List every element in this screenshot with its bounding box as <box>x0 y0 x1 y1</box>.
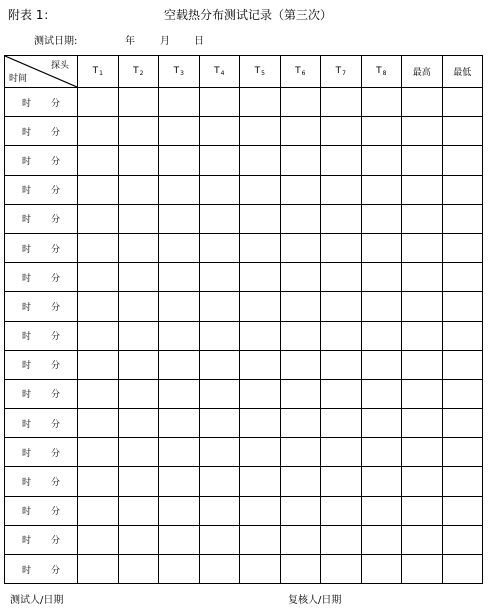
reading-cell[interactable] <box>199 555 240 584</box>
reading-cell[interactable] <box>240 525 281 554</box>
reading-cell[interactable] <box>280 263 321 292</box>
hour-label: 时 <box>21 156 31 167</box>
reading-cell[interactable] <box>361 321 402 350</box>
reading-cell[interactable] <box>78 496 119 525</box>
reading-cell[interactable] <box>321 496 362 525</box>
reading-cell[interactable] <box>361 409 402 438</box>
reading-cell[interactable] <box>118 204 159 233</box>
probe-header-t6 <box>280 56 321 88</box>
hour-label: 时 <box>21 98 31 109</box>
probe-letter: T <box>133 66 139 76</box>
reading-cell[interactable] <box>280 88 321 117</box>
time-cell[interactable] <box>5 438 78 467</box>
time-cell[interactable] <box>5 555 78 584</box>
reading-cell[interactable] <box>361 146 402 175</box>
probe-index: 2 <box>139 70 144 77</box>
reading-cell[interactable] <box>402 496 443 525</box>
reading-cell[interactable] <box>118 467 159 496</box>
reading-cell[interactable] <box>199 204 240 233</box>
minute-label: 分 <box>51 186 61 197</box>
minute-label: 分 <box>51 419 61 430</box>
probe-letter: T <box>92 66 99 76</box>
minute-label: 分 <box>51 478 61 489</box>
reading-cell[interactable] <box>361 467 402 496</box>
probe-header-t2 <box>118 56 159 88</box>
reading-cell[interactable] <box>402 263 443 292</box>
reading-cell[interactable] <box>442 525 483 554</box>
reading-cell[interactable] <box>442 379 483 408</box>
reading-cell[interactable] <box>321 321 362 350</box>
reading-cell[interactable] <box>118 263 159 292</box>
probe-index: 4 <box>220 70 225 77</box>
header-row <box>5 56 483 88</box>
reading-cell[interactable] <box>199 321 240 350</box>
hour-label: 时 <box>21 507 31 518</box>
hour-label: 时 <box>21 390 31 401</box>
reading-cell[interactable] <box>199 88 240 117</box>
table-row <box>5 467 483 496</box>
probe-index: 6 <box>301 70 306 77</box>
reading-cell[interactable] <box>159 409 200 438</box>
probe-index: 8 <box>382 70 387 77</box>
month-label: 月 <box>160 36 170 47</box>
reading-cell[interactable] <box>159 321 200 350</box>
time-cell[interactable] <box>5 117 78 146</box>
reading-cell[interactable] <box>159 175 200 204</box>
reading-cell[interactable] <box>442 117 483 146</box>
reading-cell[interactable] <box>321 379 362 408</box>
reading-cell[interactable] <box>240 321 281 350</box>
reading-cell[interactable] <box>442 350 483 379</box>
reading-cell[interactable] <box>402 117 443 146</box>
reading-cell[interactable] <box>280 350 321 379</box>
reading-cell[interactable] <box>321 409 362 438</box>
reading-cell[interactable] <box>199 525 240 554</box>
hour-label: 时 <box>21 565 31 576</box>
reading-cell[interactable] <box>442 146 483 175</box>
reading-cell[interactable] <box>280 555 321 584</box>
min-header: 最低 <box>442 56 483 88</box>
reading-cell[interactable] <box>240 117 281 146</box>
reading-cell[interactable] <box>159 496 200 525</box>
reading-cell[interactable] <box>361 88 402 117</box>
reading-cell[interactable] <box>159 233 200 262</box>
reading-cell[interactable] <box>402 233 443 262</box>
probe-header-label: 探头 <box>50 61 69 71</box>
reading-cell[interactable] <box>442 467 483 496</box>
reading-cell[interactable] <box>402 525 443 554</box>
table-row <box>5 233 483 262</box>
minute-label: 分 <box>51 361 61 372</box>
reading-cell[interactable] <box>199 350 240 379</box>
time-cell[interactable] <box>5 379 78 408</box>
reading-cell[interactable] <box>240 88 281 117</box>
reading-cell[interactable] <box>442 496 483 525</box>
hour-label: 时 <box>21 186 31 197</box>
time-cell[interactable] <box>5 409 78 438</box>
reading-cell[interactable] <box>321 88 362 117</box>
reading-cell[interactable] <box>78 175 119 204</box>
reading-cell[interactable] <box>402 88 443 117</box>
reading-cell[interactable] <box>361 525 402 554</box>
probe-header-t8 <box>361 56 402 88</box>
minute-label: 分 <box>51 156 61 167</box>
reading-cell[interactable] <box>199 233 240 262</box>
probe-letter: T <box>376 66 382 76</box>
table-row <box>5 175 483 204</box>
reading-cell[interactable] <box>402 467 443 496</box>
reading-cell[interactable] <box>240 146 281 175</box>
time-header-label: 时间 <box>9 74 28 84</box>
test-date-line <box>34 32 334 46</box>
time-cell[interactable] <box>5 292 78 321</box>
year-label: 年 <box>125 36 135 47</box>
record-body <box>5 88 483 584</box>
reading-cell[interactable] <box>442 263 483 292</box>
reading-cell[interactable] <box>78 204 119 233</box>
reading-cell[interactable] <box>442 438 483 467</box>
probe-index: 3 <box>180 70 184 77</box>
reading-cell[interactable] <box>118 146 159 175</box>
reading-cell[interactable] <box>159 117 200 146</box>
hour-label: 时 <box>21 419 31 430</box>
reading-cell[interactable] <box>199 175 240 204</box>
reading-cell[interactable] <box>321 204 362 233</box>
time-cell[interactable] <box>5 146 78 175</box>
reading-cell[interactable] <box>321 233 362 262</box>
reading-cell[interactable] <box>280 438 321 467</box>
reading-cell[interactable] <box>321 175 362 204</box>
reading-cell[interactable] <box>442 175 483 204</box>
reading-cell[interactable] <box>402 204 443 233</box>
table-row <box>5 292 483 321</box>
reading-cell[interactable] <box>118 555 159 584</box>
table-row <box>5 496 483 525</box>
reading-cell[interactable] <box>361 263 402 292</box>
reading-cell[interactable] <box>280 233 321 262</box>
reading-cell[interactable] <box>240 263 281 292</box>
max-header: 最高 <box>402 56 443 88</box>
probe-letter: T <box>254 66 261 76</box>
reading-cell[interactable] <box>78 292 119 321</box>
table-row <box>5 525 483 554</box>
reading-cell[interactable] <box>78 117 119 146</box>
time-cell[interactable] <box>5 496 78 525</box>
reading-cell[interactable] <box>159 263 200 292</box>
reading-cell[interactable] <box>321 438 362 467</box>
corner-header-cell <box>5 56 78 88</box>
reading-cell[interactable] <box>402 350 443 379</box>
time-cell[interactable] <box>5 467 78 496</box>
probe-letter: T <box>214 66 220 76</box>
reading-cell[interactable] <box>442 555 483 584</box>
reading-cell[interactable] <box>321 525 362 554</box>
probe-letter: T <box>335 66 342 76</box>
reading-cell[interactable] <box>199 292 240 321</box>
table-row <box>5 555 483 584</box>
hour-label: 时 <box>21 448 31 459</box>
reading-cell[interactable] <box>78 525 119 554</box>
hour-label: 时 <box>21 215 31 226</box>
reading-cell[interactable] <box>159 438 200 467</box>
reading-cell[interactable] <box>402 555 443 584</box>
heat-distribution-table <box>4 55 483 584</box>
reading-cell[interactable] <box>118 321 159 350</box>
reading-cell[interactable] <box>199 263 240 292</box>
reading-cell[interactable] <box>199 117 240 146</box>
reading-cell[interactable] <box>402 175 443 204</box>
probe-letter: T <box>173 66 180 76</box>
reading-cell[interactable] <box>280 321 321 350</box>
reading-cell[interactable] <box>442 321 483 350</box>
reading-cell[interactable] <box>118 525 159 554</box>
reading-cell[interactable] <box>199 467 240 496</box>
reading-cell[interactable] <box>280 409 321 438</box>
appendix-label: 附表 1： <box>8 8 56 22</box>
table-row <box>5 350 483 379</box>
reviewer-signature-label: 复核人/日期 <box>288 595 342 606</box>
reading-cell[interactable] <box>240 233 281 262</box>
reading-cell[interactable] <box>199 379 240 408</box>
reading-cell[interactable] <box>159 350 200 379</box>
reading-cell[interactable] <box>442 233 483 262</box>
probe-header-t4 <box>199 56 240 88</box>
reading-cell[interactable] <box>280 525 321 554</box>
day-label: 日 <box>194 36 204 47</box>
table-row <box>5 88 483 117</box>
reading-cell[interactable] <box>78 146 119 175</box>
reading-cell[interactable] <box>118 350 159 379</box>
reading-cell[interactable] <box>78 350 119 379</box>
reading-cell[interactable] <box>118 496 159 525</box>
reading-cell[interactable] <box>442 204 483 233</box>
time-cell[interactable] <box>5 321 78 350</box>
reading-cell[interactable] <box>280 379 321 408</box>
hour-label: 时 <box>21 302 31 313</box>
hour-label: 时 <box>21 127 31 138</box>
reading-cell[interactable] <box>361 350 402 379</box>
reading-cell[interactable] <box>361 379 402 408</box>
reading-cell[interactable] <box>240 496 281 525</box>
probe-header-t3 <box>159 56 200 88</box>
reading-cell[interactable] <box>118 175 159 204</box>
reading-cell[interactable] <box>199 438 240 467</box>
hour-label: 时 <box>21 478 31 489</box>
reading-cell[interactable] <box>118 409 159 438</box>
reading-cell[interactable] <box>442 292 483 321</box>
reading-cell[interactable] <box>280 467 321 496</box>
time-cell[interactable] <box>5 233 78 262</box>
reading-cell[interactable] <box>199 409 240 438</box>
time-cell[interactable] <box>5 350 78 379</box>
reading-cell[interactable] <box>361 496 402 525</box>
reading-cell[interactable] <box>118 88 159 117</box>
table-row <box>5 117 483 146</box>
reading-cell[interactable] <box>78 379 119 408</box>
minute-label: 分 <box>51 98 61 109</box>
reading-cell[interactable] <box>361 204 402 233</box>
reading-cell[interactable] <box>78 409 119 438</box>
probe-header-t5 <box>240 56 281 88</box>
reading-cell[interactable] <box>118 379 159 408</box>
reading-cell[interactable] <box>361 292 402 321</box>
reading-cell[interactable] <box>199 146 240 175</box>
time-cell[interactable] <box>5 263 78 292</box>
reading-cell[interactable] <box>280 175 321 204</box>
reading-cell[interactable] <box>240 409 281 438</box>
reading-cell[interactable] <box>280 204 321 233</box>
reading-cell[interactable] <box>402 321 443 350</box>
reading-cell[interactable] <box>321 350 362 379</box>
reading-cell[interactable] <box>240 467 281 496</box>
reading-cell[interactable] <box>240 350 281 379</box>
time-cell[interactable] <box>5 175 78 204</box>
reading-cell[interactable] <box>78 438 119 467</box>
minute-label: 分 <box>51 127 61 138</box>
reading-cell[interactable] <box>361 438 402 467</box>
reading-cell[interactable] <box>321 146 362 175</box>
reading-cell[interactable] <box>78 88 119 117</box>
reading-cell[interactable] <box>240 175 281 204</box>
table-row <box>5 204 483 233</box>
reading-cell[interactable] <box>402 409 443 438</box>
minute-label: 分 <box>51 536 61 547</box>
time-cell[interactable] <box>5 525 78 554</box>
hour-label: 时 <box>21 536 31 547</box>
reading-cell[interactable] <box>199 496 240 525</box>
minute-label: 分 <box>51 244 61 255</box>
reading-cell[interactable] <box>280 292 321 321</box>
reading-cell[interactable] <box>78 467 119 496</box>
reading-cell[interactable] <box>321 117 362 146</box>
reading-cell[interactable] <box>159 525 200 554</box>
reading-cell[interactable] <box>361 175 402 204</box>
reading-cell[interactable] <box>240 292 281 321</box>
reading-cell[interactable] <box>280 117 321 146</box>
reading-cell[interactable] <box>118 292 159 321</box>
time-cell[interactable] <box>5 88 78 117</box>
reading-cell[interactable] <box>159 555 200 584</box>
reading-cell[interactable] <box>361 233 402 262</box>
reading-cell[interactable] <box>159 467 200 496</box>
reading-cell[interactable] <box>402 379 443 408</box>
reading-cell[interactable] <box>402 146 443 175</box>
table-row <box>5 321 483 350</box>
minute-label: 分 <box>51 302 61 313</box>
minute-label: 分 <box>51 332 61 343</box>
minute-label: 分 <box>51 390 61 401</box>
reading-cell[interactable] <box>321 555 362 584</box>
tester-signature-label: 测试人/日期 <box>10 595 64 606</box>
reading-cell[interactable] <box>159 88 200 117</box>
reading-cell[interactable] <box>442 409 483 438</box>
reading-cell[interactable] <box>402 438 443 467</box>
reading-cell[interactable] <box>321 292 362 321</box>
probe-header-t1 <box>78 56 119 88</box>
reading-cell[interactable] <box>118 117 159 146</box>
probe-index: 7 <box>342 70 346 77</box>
reading-cell[interactable] <box>280 146 321 175</box>
reading-cell[interactable] <box>321 467 362 496</box>
reading-cell[interactable] <box>402 292 443 321</box>
reading-cell[interactable] <box>78 555 119 584</box>
minute-label: 分 <box>51 448 61 459</box>
minute-label: 分 <box>51 507 61 518</box>
table-row <box>5 438 483 467</box>
reading-cell[interactable] <box>361 555 402 584</box>
hour-label: 时 <box>21 332 31 343</box>
reading-cell[interactable] <box>361 117 402 146</box>
document-title: 空载热分布测试记录（第三次） <box>163 8 332 22</box>
reading-cell[interactable] <box>78 263 119 292</box>
table-row <box>5 409 483 438</box>
reading-cell[interactable] <box>280 496 321 525</box>
reading-cell[interactable] <box>240 555 281 584</box>
reading-cell[interactable] <box>159 292 200 321</box>
table-row <box>5 379 483 408</box>
table-row <box>5 146 483 175</box>
minute-label: 分 <box>51 215 61 226</box>
reading-cell[interactable] <box>159 379 200 408</box>
minute-label: 分 <box>51 273 61 284</box>
reading-cell[interactable] <box>159 146 200 175</box>
probe-index: 1 <box>99 70 103 77</box>
probe-index: 5 <box>261 70 265 77</box>
time-cell[interactable] <box>5 204 78 233</box>
reading-cell[interactable] <box>118 233 159 262</box>
hour-label: 时 <box>21 361 31 372</box>
hour-label: 时 <box>21 273 31 284</box>
hour-label: 时 <box>21 244 31 255</box>
test-date-label: 测试日期: <box>34 36 78 47</box>
reading-cell[interactable] <box>78 233 119 262</box>
probe-header-t7 <box>321 56 362 88</box>
reading-cell[interactable] <box>240 204 281 233</box>
reading-cell[interactable] <box>159 204 200 233</box>
reading-cell[interactable] <box>442 88 483 117</box>
probe-letter: T <box>295 66 301 76</box>
reading-cell[interactable] <box>240 379 281 408</box>
minute-label: 分 <box>51 565 61 576</box>
table-row <box>5 263 483 292</box>
reading-cell[interactable] <box>240 438 281 467</box>
reading-cell[interactable] <box>78 321 119 350</box>
reading-cell[interactable] <box>118 438 159 467</box>
reading-cell[interactable] <box>321 263 362 292</box>
